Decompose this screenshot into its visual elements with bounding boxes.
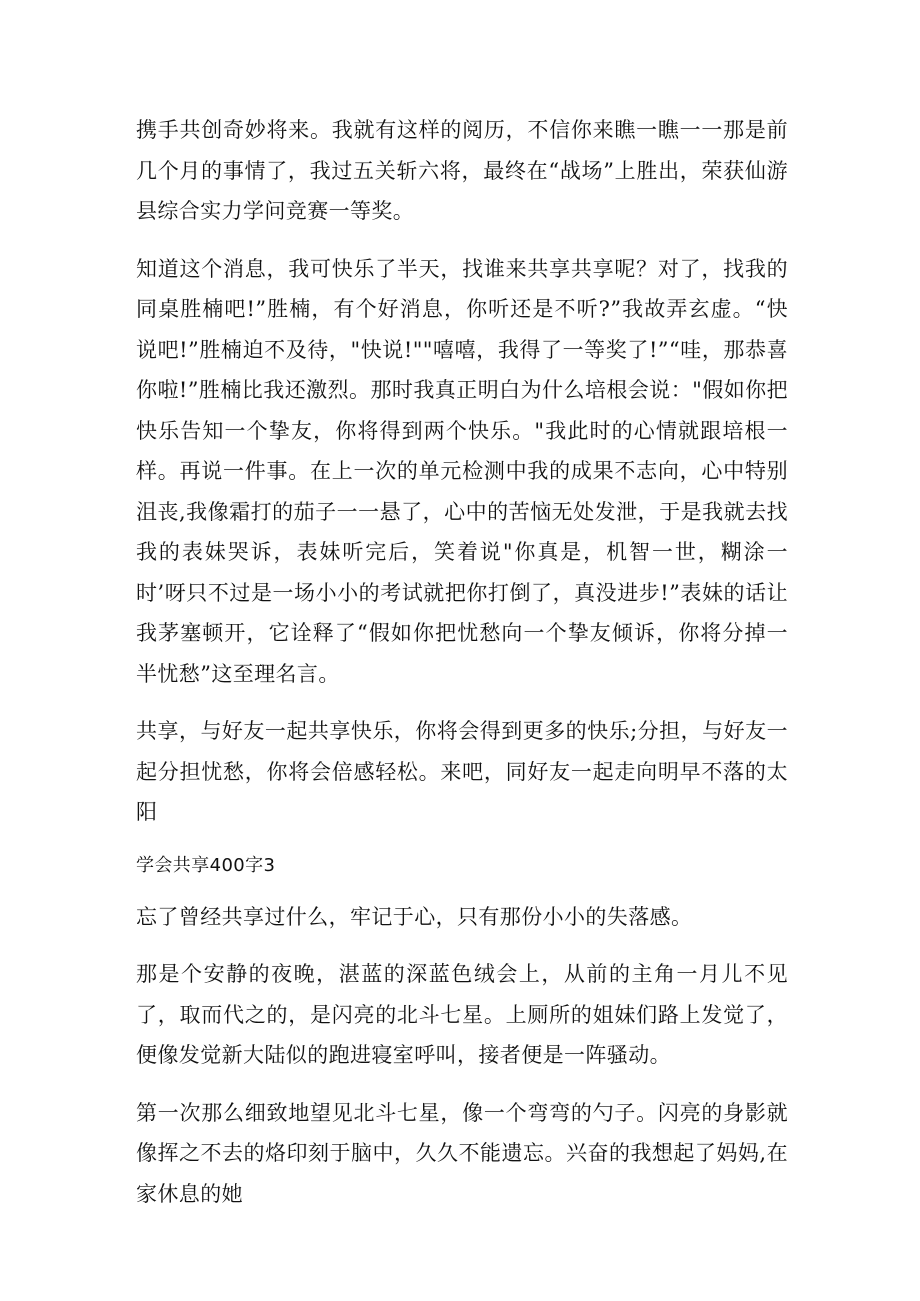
paragraph-2: 知道这个消息，我可快乐了半天，找谁来共享共享呢？对了，找我的同桌胜楠吧!”胜楠，有个好消息，你听还是不听?”我故弄玄虚。“快说吧!”胜楠迫不及待，"快说!""嘻嘻，我得了一等奖了!”“哇，那恭喜你啦!”胜楠比我还激烈。那时我真正明白为什么培根会说："假如你把快乐告知一个挚友，你将得到两个快乐。"我此时的心情就跟培根一样。再说一件事。在上一次的单元检测中我的成果不志向，心中特别沮丧,我像霜打的茄子一一悬了，心中的苦恼无处发泄，于是我就去找我的表妹哭诉，表妹听完后，笑着说"你真是，机智一世，糊涂一时’呀只不过是一场小小的考试就把你打倒了，真没进步!”表妹的话让我茅塞顿开，它诠释了“假如你把忧愁向一个挚友倾诉，你将分掉一半忧愁”这至理名言。 — [136, 256, 788, 686]
section-heading: 学会共享400字3 — [136, 854, 276, 876]
paragraph-3: 共享，与好友一起共享快乐，你将会得到更多的快乐;分担，与好友一起分担忧愁，你将会倍感轻松。来吧，同好友一起走向明早不落的太阳 — [136, 719, 788, 824]
document-body — [136, 110, 788, 1214]
paragraph-6: 第一次那么细致地望见北斗七星，像一个弯弯的勺子。闪亮的身影就像挥之不去的烙印刻于脑中，久久不能遗忘。兴奋的我想起了妈妈,在家休息的她 — [136, 1100, 788, 1206]
paragraph-5: 那是个安静的夜晚，湛蓝的深蓝色绒会上，从前的主角一月儿不见了，取而代之的，是闪亮的北斗七星。上厕所的姐妹们路上发觉了，便像发觉新大陆似的跑进寝室呼叫，接者便是一阵骚动。 — [136, 962, 788, 1067]
paragraph-4: 忘了曾经共享过什么，牢记于心，只有那份小小的失落感。 — [136, 904, 693, 929]
paragraph-1: 携手共创奇妙将来。我就有这样的阅历，不信你来瞧一瞧一一那是前几个月的事情了，我过五关斩六将，最终在“战场”上胜出，荣获仙游县综合实力学问竞赛一等奖。 — [136, 118, 788, 223]
